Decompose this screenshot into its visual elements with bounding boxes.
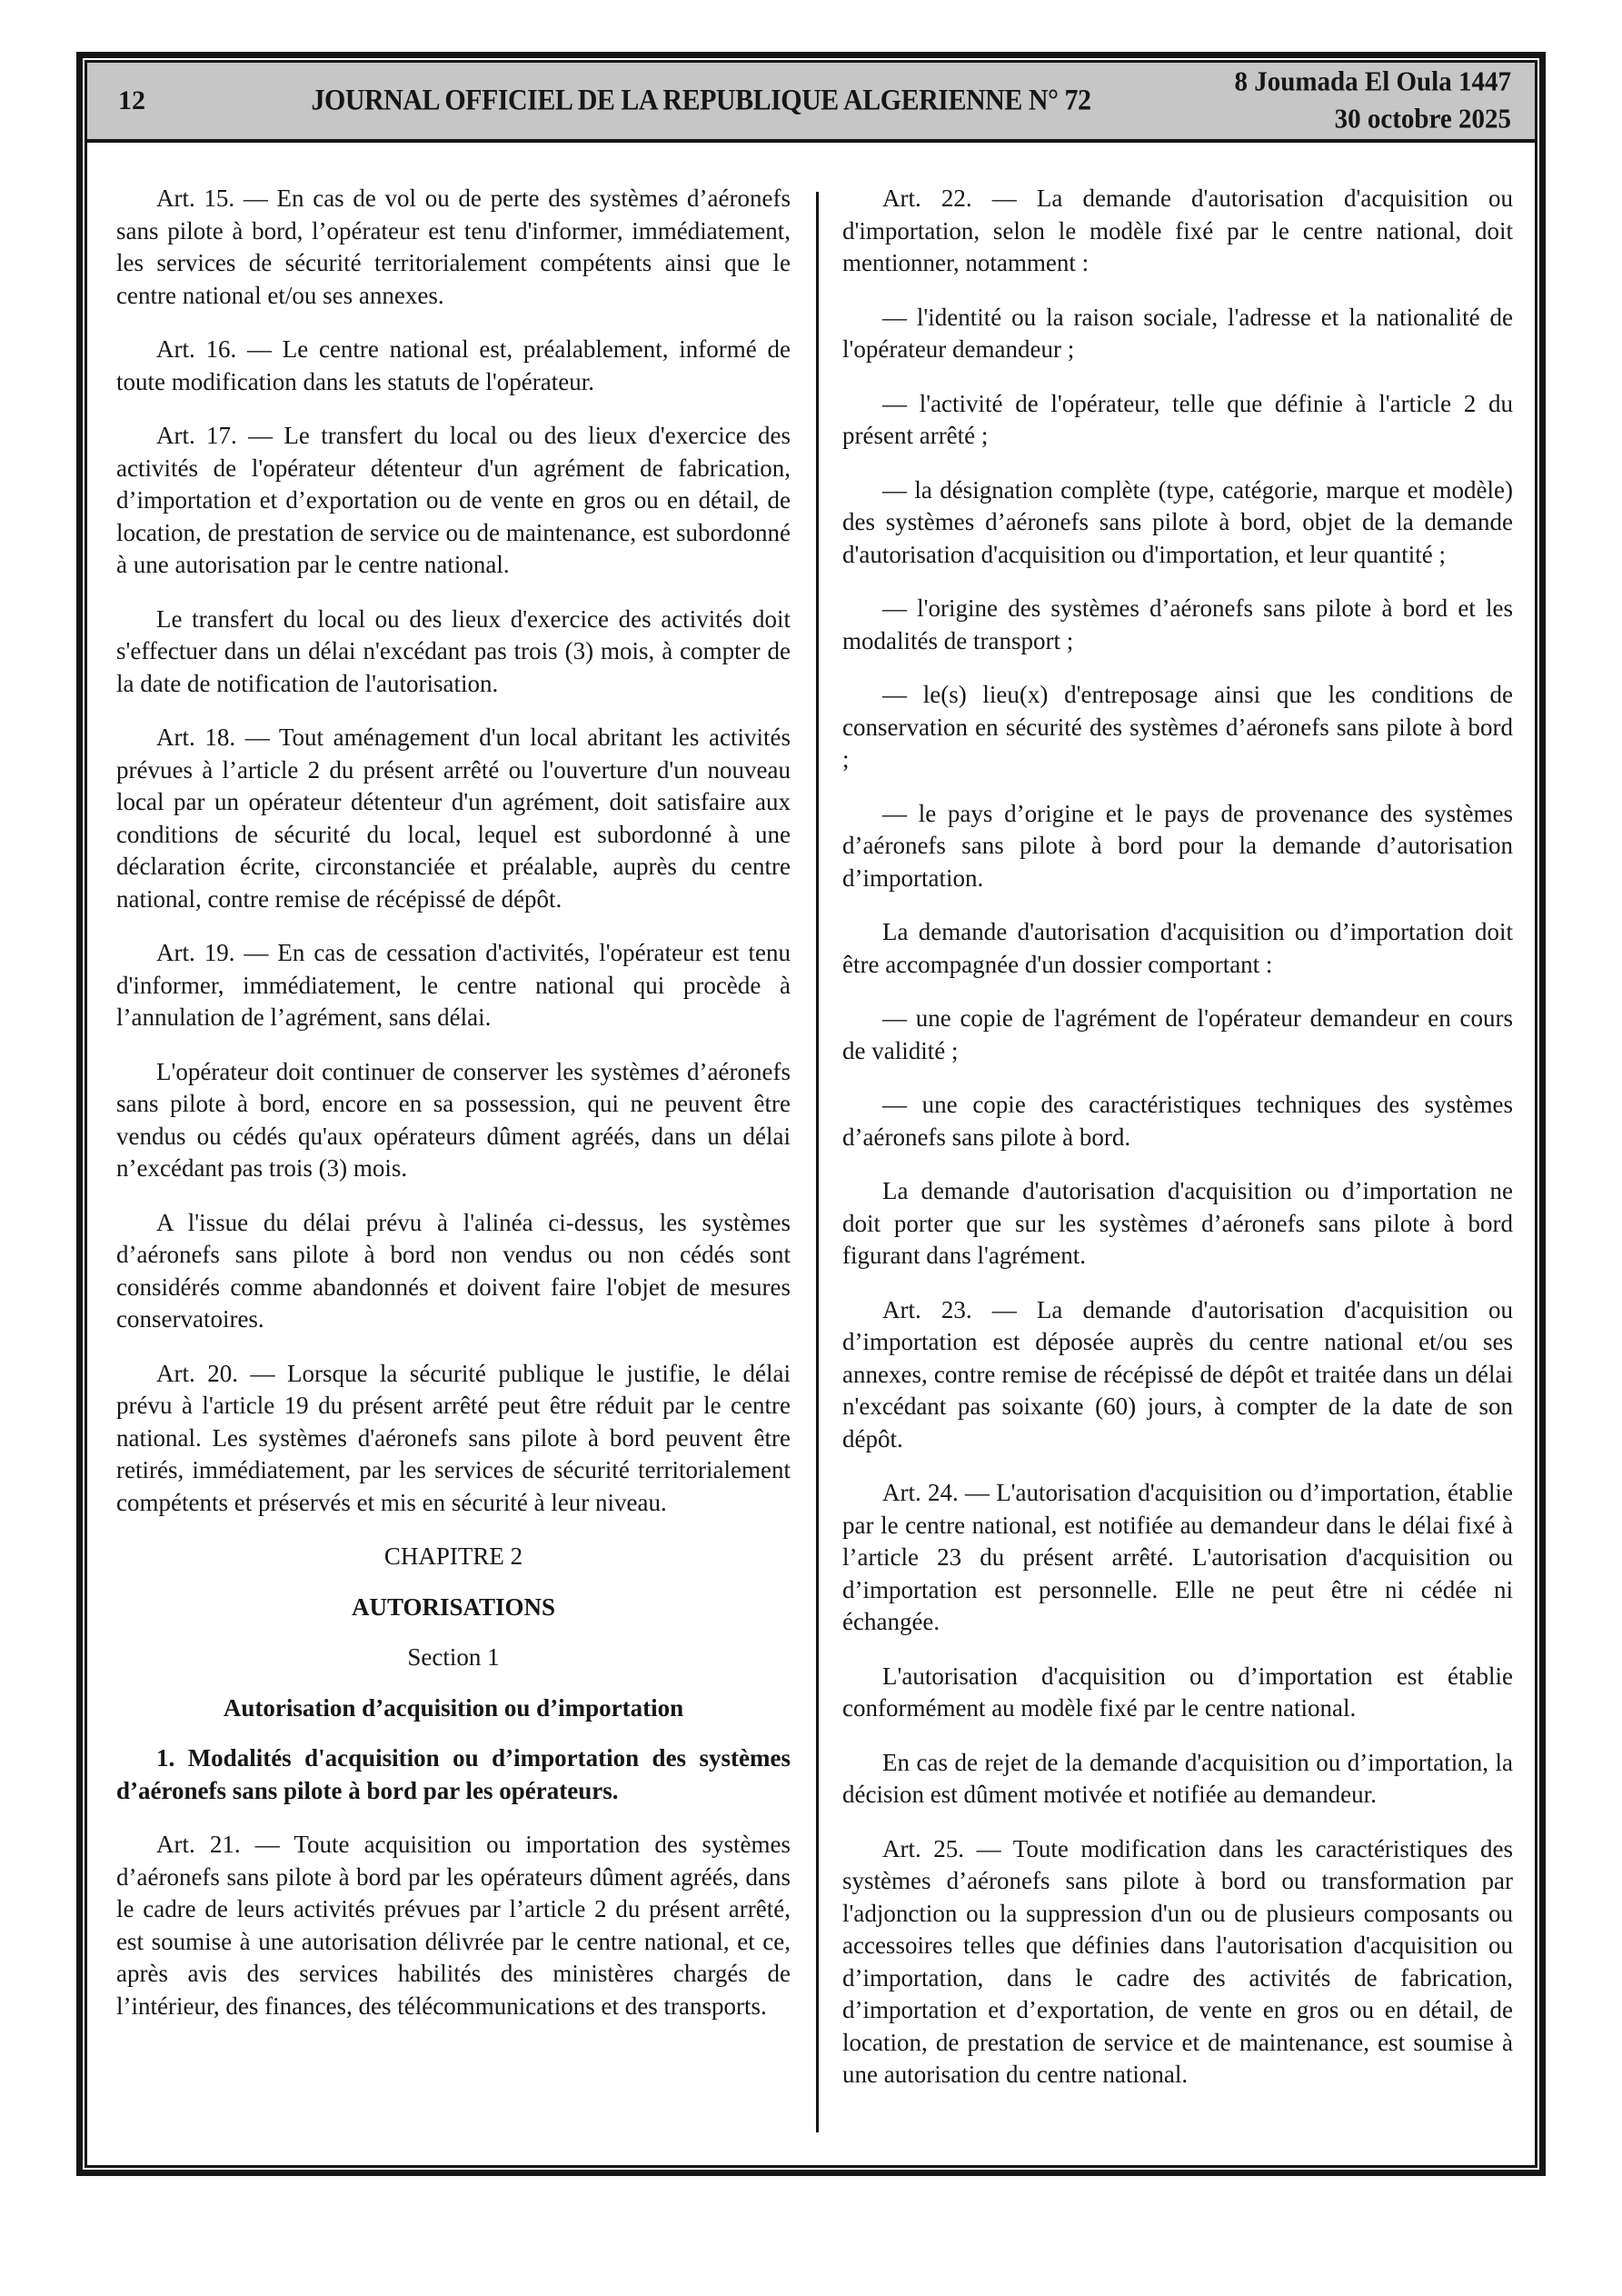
paragraph: — une copie de l'agrément de l'opérateur demandeur en cours de validité ; [842,1004,1513,1064]
paragraph: Art. 15. — En cas de vol ou de perte des systèmes d’aéronefs sans pilote à bord, l’opérateur est tenu d'informer, immédiatement, les services de sécurité territorialement compétents ainsi que le centre national et/ou ses annexes. [116,185,791,309]
paragraph: — l'origine des systèmes d’aéronefs sans pilote à bord et les modalités de transport ; [842,594,1513,654]
text-body [87,143,1535,2165]
date-hijri: 8 Joumada El Oula 1447 [1234,66,1511,97]
paragraph: En cas de rejet de la demande d'acquisition ou d’importation, la décision est dûment motivée et notifiée au demandeur. [842,1748,1513,1808]
paragraph: — l'activité de l'opérateur, telle que définie à l'article 2 du présent arrêté ; [842,389,1513,449]
section-heading: Autorisation d’acquisition ou d’importation [223,1693,684,1722]
section-heading: Section 1 [407,1643,500,1671]
paragraph: — l'identité ou la raison sociale, l'adresse et la nationalité de l'opérateur demandeur ; [842,303,1513,363]
paragraph: — le pays d’origine et le pays de provenance des systèmes d’aéronefs sans pilote à bord pour la demande d’autorisation d’importation. [842,799,1513,892]
paragraph: Art. 20. — Lorsque la sécurité publique le justifie, le délai prévu à l'article 19 du présent arrêté peut être réduit par le centre national. Les systèmes d'aéronefs sans pilote à bord peuvent être retirés, immédiatement, par les services de sécurité territorialement compétents et préservés et mis en sécurité à leur niveau. [116,1359,791,1516]
paragraph: — une copie des caractéristiques techniques des systèmes d’aéronefs sans pilote à bord. [842,1091,1513,1151]
paragraph: Art. 18. — Tout aménagement d'un local abritant les activités prévues à l’article 2 du présent arrêté ou l'ouverture d'un nouveau local par un opérateur détenteur d'un agrément, doit satisfaire aux conditions de sécurité du local, lequel est subordonné à une déclaration écrite, circonstanciée et préalable, auprès du centre national, contre remise de récépissé de dépôt. [116,724,791,913]
paragraph: — la désignation complète (type, catégorie, marque et modèle) des systèmes d’aéronefs sans pilote à bord, objet de la demande d'autorisation d'acquisition ou d'importation, et leur quantité ; [842,475,1513,568]
paragraph: 1. Modalités d'acquisition ou d’importation des systèmes d’aéronefs sans pilote à bord par les opérateurs. [116,1744,791,1804]
paragraph: Art. 22. — La demande d'autorisation d'acquisition ou d'importation, selon le modèle fixé par le centre national, doit mentionner, notamment : [842,185,1513,276]
page-border-frame [76,52,1546,2176]
left-column [116,183,791,2165]
column-divider-rule [816,192,819,2132]
paragraph: Art. 21. — Toute acquisition ou importation des systèmes d’aéronefs sans pilote à bord par les opérateurs dûment agréés, dans le cadre de leurs activités prévues par l’article 2 du présent arrêté, est soumise à une autorisation délivrée par le centre national, et ce, après avis des services habilités des ministères chargés de l’intérieur, des finances, des télécommunications et des transports. [116,1831,791,2020]
paragraph: Art. 24. — L'autorisation d'acquisition ou d’importation, établie par le centre national, est notifiée au demandeur dans le délai fixé à l’article 23 du présent arrêté. L'autorisation d'acquisition ou d’importation est personnelle. Elle ne peut être ni cédée ni échangée. [842,1479,1513,1635]
paragraph: L'opérateur doit continuer de conserver les systèmes d’aéronefs sans pilote à bord, encore en sa possession, qui ne peuvent être vendus ou cédés qu'aux opérateurs dûment agréés, dans un délai n’excédant pas trois (3) mois. [116,1057,791,1182]
paragraph: Art. 25. — Toute modification dans les caractéristiques des systèmes d’aéronefs sans pilote à bord ou transformation par l'adjonction ou la suppression d'un ou de plusieurs composants ou accessoires telles que définies dans l'autorisation d'acquisition ou d’importation, dans le cadre des activités de fabrication, d’importation et d’exportation, de vente en gros ou en détail, de location, de prestation de service et de maintenance, est soumise à une autorisation du centre national. [842,1834,1513,2088]
journal-title: JOURNAL OFFICIEL DE LA REPUBLIQUE ALGERIENNE N° 72 [311,84,1091,117]
section-heading: AUTORISATIONS [351,1592,556,1621]
right-column [842,183,1513,2165]
section-heading: CHAPITRE 2 [383,1542,523,1570]
masthead [87,63,1535,143]
paragraph: La demande d'autorisation d'acquisition ou d’importation doit être accompagnée d'un dossier comportant : [842,918,1513,978]
paragraph: A l'issue du délai prévu à l'alinéa ci-dessus, les systèmes d’aéronefs sans pilote à bord non vendus ou non cédés sont considérés comme abandonnés et doivent faire l'objet de mesures conservatoires. [116,1208,791,1333]
paragraph: La demande d'autorisation d'acquisition ou d’importation ne doit porter que sur les systèmes d’aéronefs sans pilote à bord figurant dans l'agrément. [842,1177,1513,1269]
masthead-dates [1148,64,1535,138]
date-gregorian: 30 octobre 2025 [1334,104,1511,135]
paragraph: Art. 17. — Le transfert du local ou des lieux d'exercice des activités de l'opérateur détenteur d'un agrément de fabrication, d’importation et d’exportation ou de vente en gros ou en détail, de location, de prestation de service ou de maintenance, est subordonné à une autorisation par le centre national. [116,422,791,578]
paragraph: — le(s) lieu(x) d'entreposage ainsi que les conditions de conservation en sécurité des systèmes d’aéronefs sans pilote à bord ; [842,681,1513,773]
paragraph: Le transfert du local ou des lieux d'exercice des activités doit s'effectuer dans un délai n'excédant pas trois (3) mois, à compter de la date de notification de l'autorisation. [116,604,791,697]
page-inner-frame [85,60,1537,2168]
page-number: 12 [118,85,145,115]
paragraph: Art. 23. — La demande d'autorisation d'acquisition ou d’importation est déposée auprès du centre national et/ou ses annexes, contre remise de récépissé de dépôt et traitée dans un délai n'excédant pas soixante (60) jours, à compter de la date de son dépôt. [842,1295,1513,1452]
paragraph: L'autorisation d'acquisition ou d’importation est établie conformément au modèle fixé par le centre national. [842,1662,1513,1722]
paragraph: Art. 16. — Le centre national est, préalablement, informé de toute modification dans les statuts de l'opérateur. [116,335,791,395]
paragraph: Art. 19. — En cas de cessation d'activités, l'opérateur est tenu d'informer, immédiatement, le centre national qui procède à l’annulation de l’agrément, sans délai. [116,939,791,1031]
